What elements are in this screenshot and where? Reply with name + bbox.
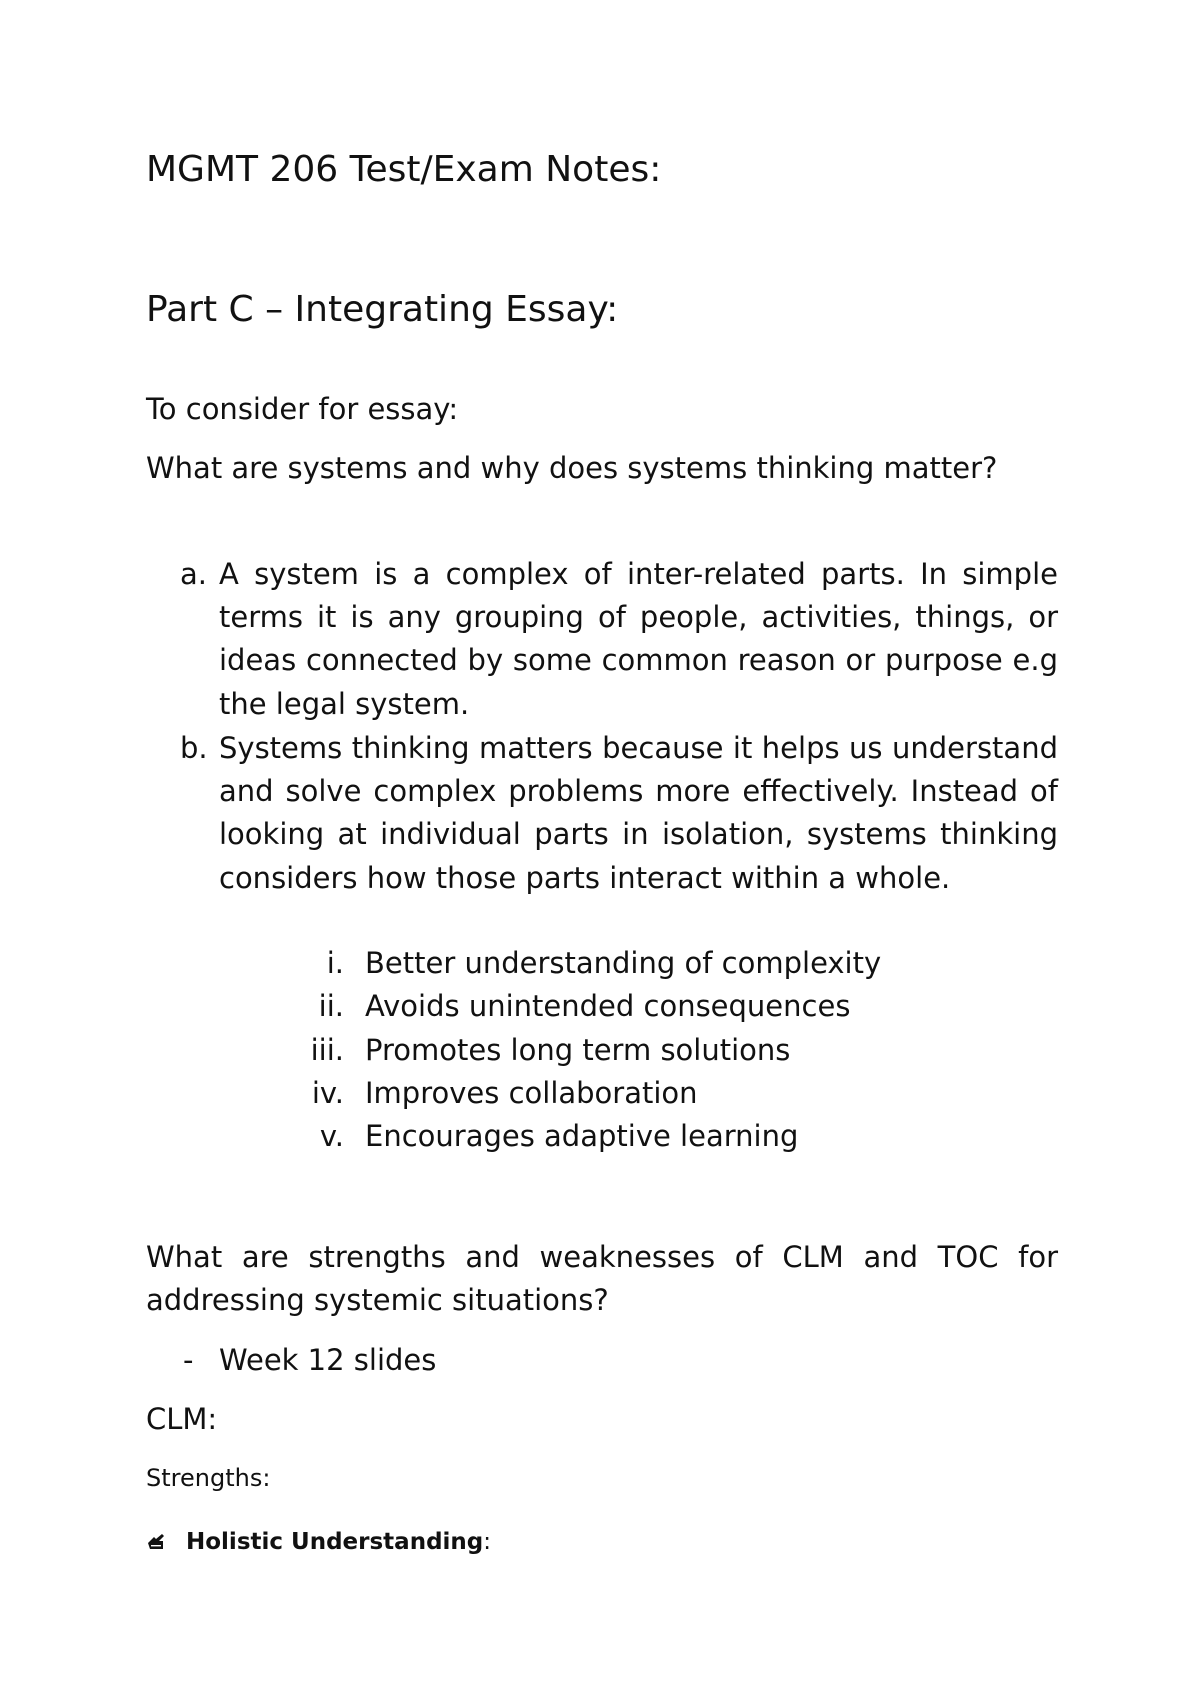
feature-label: Holistic Understanding bbox=[186, 1529, 484, 1555]
sub-point-3-text: Promotes long term solutions bbox=[365, 1033, 791, 1067]
intro-text: To consider for essay: bbox=[146, 392, 459, 426]
sub-point-5-text: Encourages adaptive learning bbox=[365, 1119, 799, 1153]
question-1: What are systems and why does systems thinking matter? bbox=[146, 451, 998, 485]
pointing-hand-icon bbox=[146, 1532, 166, 1552]
answer-a-text: A system is a complex of inter-related parts. In simple terms it is any grouping of people, activities, things, or ideas connected by some common reason or purpose e.g the legal system. bbox=[219, 557, 1058, 721]
feature-colon: : bbox=[483, 1529, 491, 1555]
sub-point-4-marker: iv. bbox=[311, 1076, 344, 1110]
sub-point-2-text: Avoids unintended consequences bbox=[365, 989, 851, 1023]
holistic-understanding-item bbox=[146, 1526, 491, 1558]
sub-point-2-marker: ii. bbox=[318, 989, 344, 1023]
strengths-label: Strengths: bbox=[146, 1464, 271, 1492]
sub-point-1-text: Better understanding of complexity bbox=[365, 946, 882, 980]
sub-point-1-marker: i. bbox=[326, 946, 344, 980]
clm-heading: CLM: bbox=[146, 1402, 218, 1436]
dash-item-marker: - bbox=[183, 1343, 194, 1377]
sub-point-3-marker: iii. bbox=[310, 1033, 344, 1067]
sub-point-5-marker: v. bbox=[319, 1119, 344, 1153]
section-heading: Part C – Integrating Essay: bbox=[146, 289, 619, 330]
answer-b-marker: b. bbox=[180, 731, 208, 765]
sub-point-4-text: Improves collaboration bbox=[365, 1076, 698, 1110]
question-2: What are strengths and weaknesses of CLM and TOC for addressing systemic situations? bbox=[146, 1240, 1058, 1318]
dash-item-text: Week 12 slides bbox=[219, 1343, 437, 1377]
document-title: MGMT 206 Test/Exam Notes: bbox=[146, 149, 662, 190]
answer-b-text: Systems thinking matters because it helps us understand and solve complex problems more effectively. Instead of looking at individual parts in isolation, systems thinking considers how those parts interact within a whole. bbox=[219, 731, 1058, 895]
answer-a-marker: a. bbox=[180, 557, 207, 591]
